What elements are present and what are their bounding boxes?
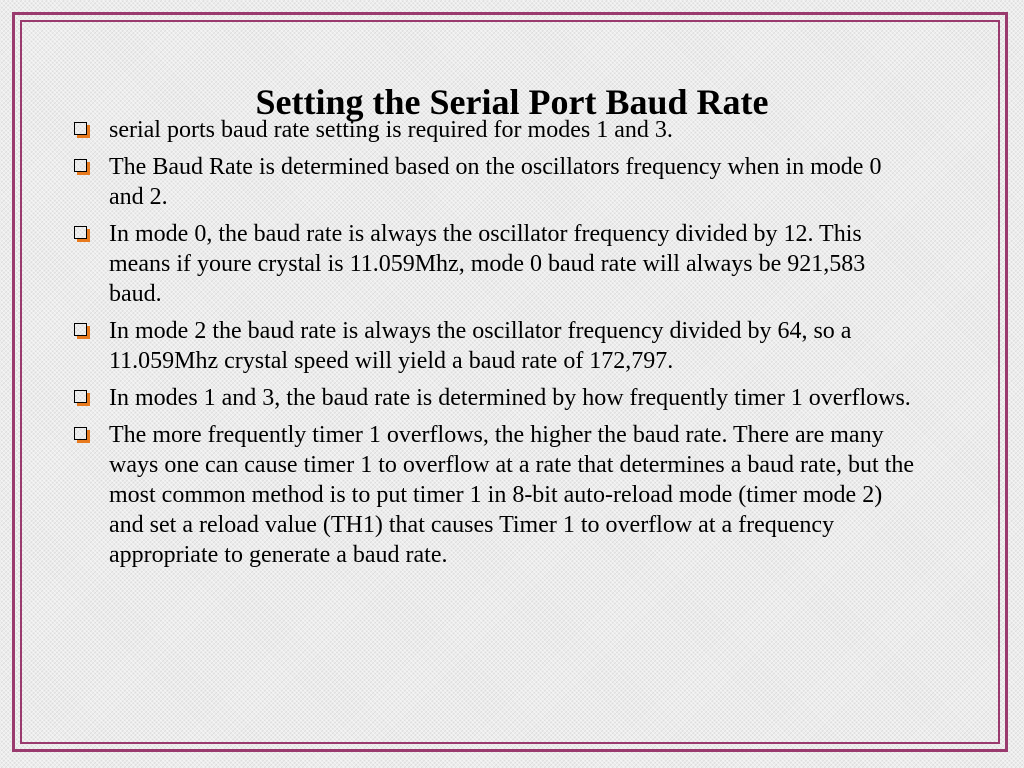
bullet-item [72,383,922,413]
bullet-item [72,115,922,145]
square-bullet-icon [74,159,87,172]
bullet-text: The Baud Rate is determined based on the oscillators frequency when in mode 0 and 2. [109,154,882,210]
slide-title: Setting the Serial Port Baud Rate [255,82,769,123]
square-bullet-icon [74,390,87,403]
bullet-text: In modes 1 and 3, the baud rate is determined by how frequently timer 1 overflows. [109,385,911,411]
square-bullet-icon [74,323,87,336]
bullet-item [72,316,922,376]
bullet-item [72,219,922,309]
bullet-item [72,420,922,570]
square-bullet-icon [74,226,87,239]
bullet-text: The more frequently timer 1 overflows, the higher the baud rate. There are many ways one can cause timer 1 to overflow at a rate that determines a baud rate, but the most common method is to put timer 1 in 8-bit auto-reload mode (timer mode 2) and set a reload value (TH1) that causes Timer 1 to overflow at a frequency appropriate to generate a baud rate. [109,422,915,568]
bullet-list [72,115,922,577]
bullet-text: In mode 2 the baud rate is always the oscillator frequency divided by 64, so a 11.059Mhz crystal speed will yield a baud rate of 172,797. [109,318,852,374]
bullet-item [72,152,922,212]
square-bullet-icon [74,122,87,135]
square-bullet-icon [74,427,87,440]
bullet-text: In mode 0, the baud rate is always the oscillator frequency divided by 12. This means if youre crystal is 11.059Mhz, mode 0 baud rate will always be 921,583 baud. [109,221,866,307]
bullet-text: serial ports baud rate setting is required for modes 1 and 3. [109,117,673,143]
